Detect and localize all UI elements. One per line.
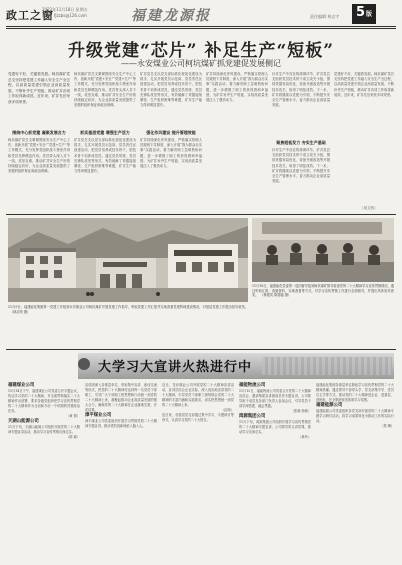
meeting-photo-caption (252, 284, 394, 344)
news-body-5b: 福建能源公司党委组织各党支部开展党的二十大精神专题学习研讨活动，将学习成果转化为推动工作的实际行动。 (316, 409, 394, 423)
header-rule-thin (6, 28, 396, 29)
news-body-2b: 漳平煤业公司党委组织开展学习贯彻党的二十大精神专题宣讲，推动党的创新理论入脑入心。 (85, 419, 157, 428)
mine-buildings-illustration (8, 218, 248, 302)
news-column-5 (316, 383, 394, 561)
article-text-col3: 矿井党总支以党支部标准化规范化建设为抓手，扎实开展党员示范岗、党员责任区创建活动，把党员培养成技术骨干，把技术骨干培养成党员。通过党员带班、党员先锋队攻坚等形式，有效破解了采掘接续紧张、生产组织困难等难题，矿井生产能力得到明显提升。 (140, 72, 202, 108)
meeting-caption-text: 11月10日，福建能化党委第一巡回督导组到柯坑煤矿督导检查党的二十大精神学习宣传贯彻情况，通过听取汇报、查阅资料、实地查看等方式，对学习宣传贯彻工作进行全面督导，并提出具体指导意见。 (252, 284, 394, 298)
section-heading-1: 围绕中心抓党建 凝聚发展合力 (12, 130, 66, 135)
article-lead: 党建好不好，关键看发展。柯坑煤矿党总支坚持把党建工作融入安全生产全过程，以高质量党建引领企业高质量发展，不断补齐生产短板，推动矿井各项工作取得新成效。近年来，矿井先后荣获多项荣誉。 (8, 72, 70, 104)
issue-email: 邮箱：fjzzbs@126.com (42, 13, 87, 18)
banner-title: 大学习大宣讲火热进行中 (98, 360, 253, 375)
news-title-1b: 天湖山能源公司 (8, 419, 39, 424)
party-emblem-icon (78, 358, 90, 370)
news-column-3 (162, 383, 234, 561)
section-text-1: 柯坑煤矿党总支紧紧围绕安全生产中心工作，创新开展“党建+安全”“党建+生产”等工作模式，充分发挥党组织战斗堡垒作用和党员先锋模范作用。党员带头深入井下一线，攻坚克难，推动矿井安全生产形势持续稳定向好，为企业高质量发展提供了坚强的组织保证和政治保障。 (8, 138, 70, 174)
article-byline: （吴文晋） (360, 206, 378, 210)
section-text-4: 针对生产中存在的薄弱环节，矿井党总支组织党员技术骨干成立攻关小组，围绕采掘布局优化、设备升级改造等开展技术攻关，取得了明显成效。下一步，矿井将继续以党建为引领，不断提升安全生产管理水平，奋力推动企业高质量发展。 (272, 148, 330, 184)
responsible-editor: 责任编辑 林志宇 (310, 14, 340, 19)
mine-buildings-photo (8, 218, 248, 302)
news-title-1: 福建煤业公司 (8, 383, 35, 388)
meeting-caption-byline: （林建英 陈德福 摄） (260, 293, 292, 298)
issue-date: 2022年11月18日 星期五 (42, 7, 88, 12)
section-heading-2: 抓实基层党建 增强生产活力 (80, 130, 130, 135)
page-header (6, 4, 396, 26)
column-name: 政工之窗 (6, 9, 54, 22)
news-body-3b: 连日来，各基层党支部通过集中学习、专题研讨等形式，认真学习党的二十大报告。 (162, 413, 234, 422)
news-body-2: 宣讲团深入各基层单位，采取集中宣讲、座谈交流等形式，把党的二十大精神传达到每一名党员干部职工，引导广大干部职工把思想和行动统一到党的二十大精神上来，凝聚起推动企业高质量发展的强大合力，确保党的二十大精神在企业落地生根、开花结果。 (85, 383, 157, 412)
news-body-1: 11月14日下午，福建煤业公司党委召开专题会议，传达学习党的二十大精神，对全面贯彻落实二十大精神作出部署，要求各级党组织把学习宣传贯彻党的二十大精神作为当前和今后一个时期的首要政治任务。 (8, 389, 80, 413)
section-text-3: 矿井持续深化作风建设，严格落实管理人员跟班下井制度，深入开展“我为群众办实事”实践活动，着力解决职工急难愁盼问题，进一步增强了职工的获得感和幸福感，为矿井补齐生产短板、实现高质量发展注入了强劲动力。 (140, 138, 202, 169)
page-suffix: 版 (366, 11, 373, 18)
section-banner (8, 353, 394, 379)
article-text-col4: 矿井持续深化作风建设，严格落实管理人员跟班下井制度，深入开展“我为群众办实事”实践活动，着力解决职工急难愁盼问题，进一步增强了职工的获得感和幸福感，为矿井补齐生产短板、实现高质量发展注入了强劲动力。 (206, 72, 268, 103)
banner-rule (6, 349, 396, 350)
news-title-5b: 福建能源公司 (316, 403, 343, 408)
section-heading-4: 聚焦短板发力 夯实生产基础 (276, 140, 326, 145)
news-byline-3: （邱伟） (221, 408, 234, 412)
section-heading-3: 强化作风建设 提升管理效能 (146, 130, 196, 135)
news-title-2b: 漳平煤业公司 (85, 413, 112, 418)
page-number: 5 (356, 5, 366, 20)
section-rule (6, 214, 396, 215)
news-body-4b: 11月下旬，鸿源集团公司组织开展学习宣传贯彻党的二十大精神专题宣讲，公司领导带头讲党课，推动学习走深走实。 (239, 420, 311, 434)
banner-ribbon-decoration (262, 357, 392, 375)
news-byline-1: （黄 倩） (66, 414, 80, 418)
news-body-3: 近日，龙岩煤业公司开展党的二十大精神宣讲活动，宣讲员结合企业实际，深入浅出地宣讲党的二十大精神，引导党员干部职工深刻领会党的二十大精神的丰富内涵和实践要求，切实把思想统一到党的二十大精神上来。 (162, 383, 234, 407)
news-byline-4: （张晓 杨敏） (290, 409, 311, 413)
news-column-2 (85, 383, 157, 561)
article-text-col2: 柯坑煤矿党总支紧紧围绕安全生产中心工作，创新开展“党建+安全”“党建+生产”等工作模式，充分发挥党组织战斗堡垒作用和党员先锋模范作用。党员带头深入井下一线，攻坚克难，推动矿井安全生产形势持续稳定向好，为企业高质量发展提供了坚强的组织保证和政治保障。 (74, 72, 136, 108)
article-text-col6: 党建好不好，关键看发展。柯坑煤矿党总支坚持把党建工作融入安全生产全过程，以高质量党建引领企业高质量发展，不断补齐生产短板，推动矿井各项工作取得新成效。近年来，矿井先后荣获多项荣誉。 (334, 72, 394, 97)
news-byline-4b: （林玲） (298, 435, 311, 439)
main-photo-caption (8, 305, 248, 347)
news-body-4: 11月15日，福能物流公司党委召开党的二十大精神宣讲会，邀请集团宣讲团成员作专题宣讲，公司领导班子成员及各部门负责人参加会议，引导党员干部学深悟透、融会贯通。 (239, 389, 311, 408)
news-byline-1b: （陈 颖） (66, 435, 80, 439)
page-number-badge (352, 4, 376, 24)
news-title-4b: 鸿源集团公司 (239, 414, 266, 419)
main-caption-text: 11月9日，福建能化集团第一党建工作组到永安煤业公司柯坑煤矿开展党建工作指导，听取党建工作汇报并实地查看党建阵地建设情况，对基层党建工作提出指导意见。 (8, 305, 248, 309)
news-body-5: 福建能化集团各基层单位掀起学习宣传贯彻党的二十大精神热潮，通过领导干部带头学、党支部集中学、党员自主学等方式，推动党的二十大精神进企业、进基层、进班组，在全集团营造浓厚学习氛围。 (316, 383, 394, 402)
news-byline-5b: （郑 琳） (380, 424, 394, 428)
subheadline: ——永安煤业公司柯坑煤矿抓党建促发展侧记 (121, 59, 281, 68)
newspaper-masthead: 福建龙源报 (131, 8, 211, 24)
news-column-4 (239, 383, 311, 561)
news-column-1 (8, 383, 80, 561)
main-caption-byline: （林启荣 摄） (10, 309, 31, 314)
article-text-col5: 针对生产中存在的薄弱环节，矿井党总支组织党员技术骨干成立攻关小组，围绕采掘布局优化、设备升级改造等开展技术攻关，取得了明显成效。下一步，矿井将继续以党建为引领，不断提升安全生产管理水平，奋力推动企业高质量发展。 (272, 72, 330, 108)
headline: 升级党建“芯片” 补足生产“短板” (67, 41, 335, 61)
section-text-2: 矿井党总支以党支部标准化规范化建设为抓手，扎实开展党员示范岗、党员责任区创建活动，把党员培养成技术骨干，把技术骨干培养成党员。通过党员带班、党员先锋队攻坚等形式，有效破解了采掘接续紧张、生产组织困难等难题，矿井生产能力得到明显提升。 (74, 138, 136, 174)
header-rule (6, 26, 396, 27)
meeting-photo (252, 218, 394, 282)
news-title-4: 福能物流公司 (239, 383, 266, 388)
news-body-1b: 11月下旬，天湖山能源公司组织开展党的二十大精神专题宣讲活动，推动学习宣传贯彻走深走实。 (8, 425, 80, 434)
meeting-illustration (252, 218, 394, 282)
